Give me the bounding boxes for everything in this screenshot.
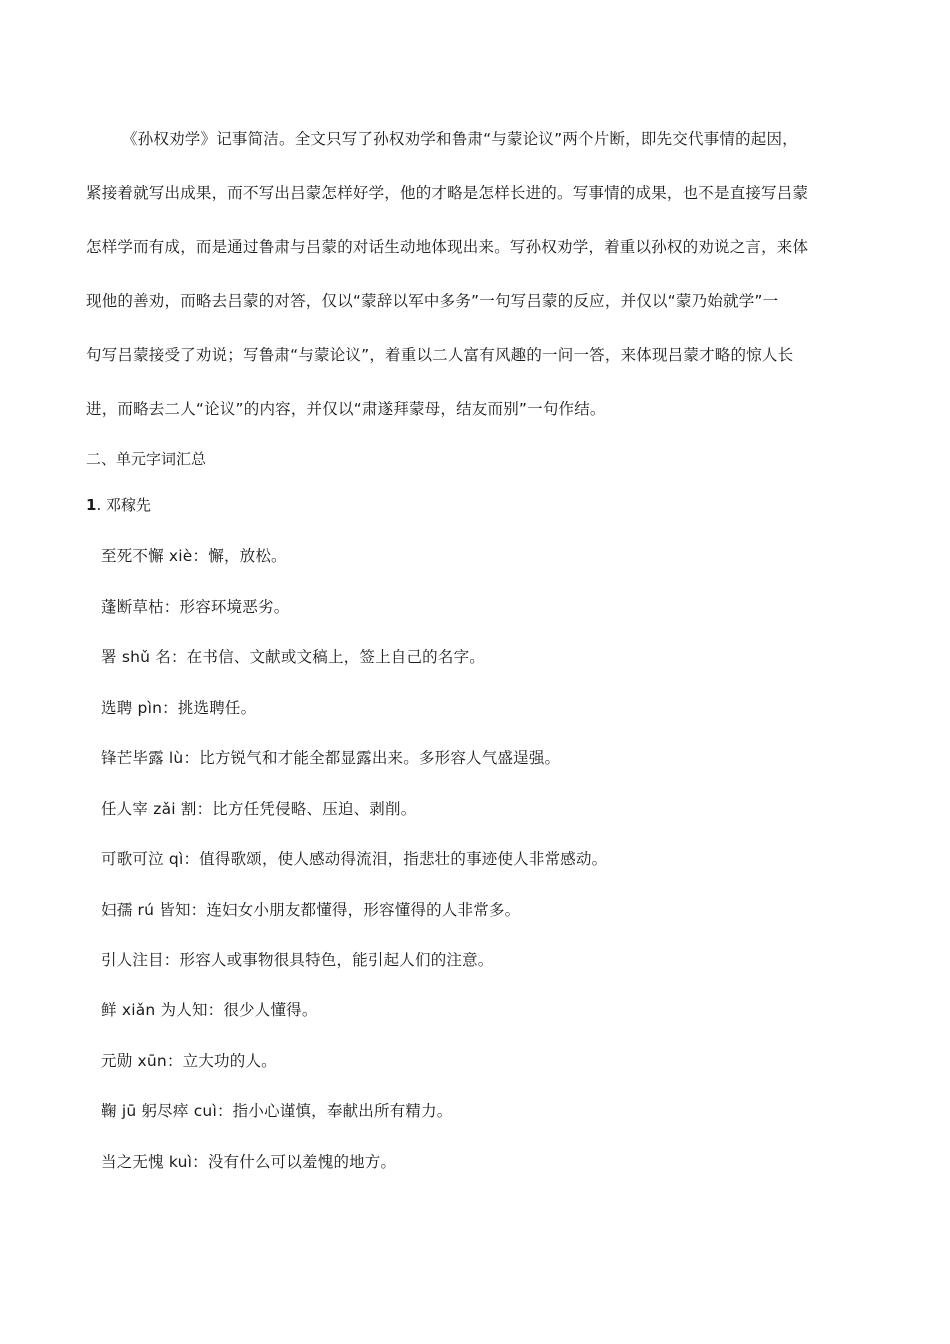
paragraph-line: 句写吕蒙接受了劝说；写鲁肃“与蒙论议”，着重以二人富有风趣的一问一答，来体现吕蒙才略的惊人长	[86, 346, 794, 364]
vocab-entry: 引人注目：形容人或事物很具特色，能引起人们的注意。	[101, 951, 494, 969]
vocab-entry: 鲜 xiǎn 为人知：很少人懂得。	[101, 1001, 318, 1019]
vocab-entry: 可歌可泣 qì：值得歌颂，使人感动得流泪，指悲壮的事迹使人非常感动。	[101, 850, 608, 868]
vocab-entry: 任人宰 zǎi 割：比方任凭侵略、压迫、剥削。	[101, 800, 417, 818]
subsection-heading	[86, 494, 151, 515]
paragraph-line: 紧接着就写出成果，而不写出吕蒙怎样好学，他的才略是怎样长进的。写事情的成果，也不是直接写吕蒙	[86, 184, 809, 202]
vocab-entry: 选聘 pìn：挑选聘任。	[101, 699, 257, 717]
subsection-number: 1	[86, 496, 97, 514]
subsection-title: . 邓稼先	[96, 496, 151, 514]
paragraph-line: 《孙权劝学》记事简洁。全文只写了孙权劝学和鲁肃“与蒙论议”两个片断，即先交代事情的起因，	[122, 130, 798, 148]
vocab-entry: 署 shǔ 名：在书信、文献或文稿上，签上自己的名字。	[101, 648, 485, 666]
vocab-entry: 蓬断草枯：形容环境恶劣。	[101, 598, 290, 616]
vocab-entry: 元勋 xūn：立大功的人。	[101, 1052, 277, 1070]
section-heading: 二、单元字词汇总	[86, 450, 207, 468]
paragraph-line: 进，而略去二人“论议”的内容，并仅以“肃遂拜蒙母，结友而别”一句作结。	[86, 400, 606, 418]
vocab-entry: 至死不懈 xiè：懈，放松。	[101, 547, 287, 565]
vocab-entry: 锋芒毕露 lù：比方锐气和才能全都显露出来。多形容人气盛逞强。	[101, 749, 561, 767]
vocab-entry: 妇孺 rú 皆知：连妇女小朋友都懂得，形容懂得的人非常多。	[101, 901, 521, 919]
paragraph-line: 现他的善劝，而略去吕蒙的对答，仅以“蒙辞以军中多务”一句写吕蒙的反应，并仅以“蒙乃始就学”一	[86, 292, 779, 310]
vocab-entry: 当之无愧 kuì：没有什么可以羞愧的地方。	[101, 1153, 397, 1171]
vocab-entry: 鞠 jū 躬尽瘁 cuì：指小心谨慎，奉献出所有精力。	[101, 1102, 453, 1120]
paragraph-line: 怎样学而有成，而是通过鲁肃与吕蒙的对话生动地体现出来。写孙权劝学，着重以孙权的劝说之言，来体	[86, 238, 809, 256]
